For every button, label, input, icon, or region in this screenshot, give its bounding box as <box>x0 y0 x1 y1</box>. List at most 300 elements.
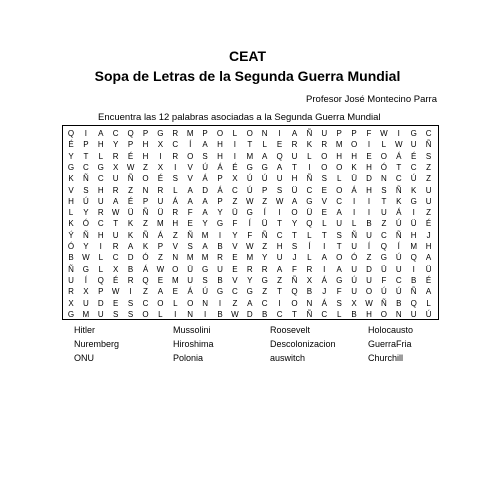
grid-letter: B <box>366 219 372 229</box>
grid-row <box>63 196 438 207</box>
word-item: Hiroshima <box>173 339 214 349</box>
grid-row <box>63 264 438 275</box>
grid-letter: S <box>291 242 298 251</box>
grid-letter: O <box>291 298 298 308</box>
grid-letter: E <box>366 151 372 161</box>
grid-letter: Z <box>128 185 134 195</box>
grid-row <box>63 275 438 286</box>
grid-row <box>63 128 438 139</box>
grid-letter: S <box>187 242 193 251</box>
grid-row <box>63 309 438 320</box>
grid-letter: I <box>367 196 371 206</box>
grid-letter: W <box>156 264 165 274</box>
grid-letter: T <box>292 309 297 319</box>
grid-letter: F <box>232 219 238 229</box>
grid-letter: Z <box>426 208 432 218</box>
grid-letter: F <box>292 264 297 274</box>
grid-letter: S <box>127 309 134 319</box>
grid-letter: Í <box>367 242 371 251</box>
grid-letter: A <box>291 196 298 206</box>
grid-letter: Í <box>397 242 400 251</box>
grid-letter: B <box>351 309 357 319</box>
grid-letter: N <box>381 174 387 184</box>
grid-letter: Z <box>143 219 148 229</box>
grid-letter: U <box>351 264 357 274</box>
grid-letter: R <box>172 208 179 218</box>
grid-letter: A <box>202 140 208 150</box>
word-item: GuerraFria <box>368 339 412 349</box>
grid-letter: G <box>216 219 224 229</box>
grid-letter: C <box>97 174 104 184</box>
grid-letter: P <box>336 129 342 138</box>
grid-letter: A <box>321 253 327 263</box>
grid-letter: R <box>112 151 119 161</box>
grid-letter: B <box>217 275 223 285</box>
grid-letter: O <box>365 287 373 297</box>
grid-letter: P <box>217 196 223 206</box>
grid-letter: B <box>396 298 402 308</box>
grid-letter: Ñ <box>142 230 149 240</box>
grid-letter: Ñ <box>410 287 417 297</box>
grid-letter: C <box>395 275 402 285</box>
grid-letter: L <box>173 298 178 308</box>
grid-letter: N <box>306 298 313 308</box>
grid-letter: I <box>159 151 162 161</box>
grid-letter: U <box>351 242 357 251</box>
grid-letter: X <box>157 162 164 172</box>
grid-letter: K <box>68 219 74 229</box>
grid-letter: L <box>336 309 342 319</box>
grid-letter: Q <box>276 151 283 161</box>
grid-letter: Z <box>426 174 432 184</box>
grid-letter: R <box>112 242 119 251</box>
grid-row <box>63 162 438 173</box>
grid-letter: I <box>174 309 177 319</box>
grid-letter: P <box>217 174 223 184</box>
grid-letter: K <box>127 219 134 229</box>
grid-letter: O <box>172 264 179 274</box>
grid-letter: O <box>321 151 328 161</box>
grid-letter: T <box>247 140 253 150</box>
grid-letter: H <box>97 140 104 150</box>
grid-letter: Á <box>172 196 178 206</box>
grid-letter: A <box>187 185 193 195</box>
grid-letter: S <box>202 275 208 285</box>
grid-letter: W <box>246 196 254 206</box>
grid-letter: B <box>68 253 74 263</box>
grid-letter: R <box>157 185 164 195</box>
grid-letter: P <box>202 129 208 138</box>
grid-letter: F <box>336 287 342 297</box>
grid-letter: C <box>276 309 283 319</box>
grid-letter: Ó <box>350 253 358 263</box>
grid-letter: Ü <box>306 208 313 218</box>
grid-letter: M <box>201 230 209 240</box>
grid-letter: A <box>113 196 119 206</box>
grid-row <box>63 241 438 252</box>
grid-letter: C <box>425 129 432 138</box>
grid-letter: E <box>187 219 193 229</box>
grid-letter: C <box>97 219 104 229</box>
grid-letter: B <box>127 264 134 274</box>
grid-letter: Á <box>217 185 223 195</box>
grid-letter: U <box>410 140 417 150</box>
grid-letter: K <box>396 196 402 206</box>
grid-letter: T <box>381 196 387 206</box>
grid-letter: I <box>412 208 415 218</box>
grid-letter: G <box>410 196 417 206</box>
word-search-grid <box>62 125 439 320</box>
grid-letter: Ú <box>410 174 417 184</box>
grid-letter: E <box>113 298 119 308</box>
grid-letter: O <box>336 253 343 263</box>
grid-letter: Ñ <box>261 230 268 240</box>
grid-letter: É <box>127 196 134 206</box>
grid-letter: Á <box>202 174 208 184</box>
grid-letter: O <box>187 298 194 308</box>
grid-letter: É <box>425 219 432 229</box>
grid-letter: Y <box>291 219 298 229</box>
grid-letter: Ñ <box>127 174 134 184</box>
grid-letter: Ñ <box>306 174 313 184</box>
grid-letter: L <box>98 253 104 263</box>
grid-letter: A <box>425 287 432 297</box>
grid-letter: É <box>425 275 432 285</box>
grid-letter: T <box>83 151 89 161</box>
grid-letter: R <box>172 129 179 138</box>
grid-letter: R <box>321 140 328 150</box>
word-item: ONU <box>74 353 94 363</box>
grid-letter: H <box>366 309 372 319</box>
grid-letter: K <box>351 162 357 172</box>
grid-letter: M <box>157 219 164 229</box>
grid-row <box>63 151 438 162</box>
grid-letter: H <box>336 151 343 161</box>
grid-letter: H <box>276 242 283 251</box>
grid-letter: E <box>157 275 164 285</box>
grid-letter: Z <box>143 287 148 297</box>
grid-letter: O <box>321 162 328 172</box>
grid-letter: D <box>366 174 372 184</box>
grid-letter: I <box>367 208 371 218</box>
grid-letter: G <box>67 162 75 172</box>
grid-row <box>63 207 438 218</box>
grid-letter: Á <box>321 275 327 285</box>
grid-letter: G <box>97 162 104 172</box>
grid-letter: B <box>306 287 313 297</box>
grid-row <box>63 185 438 196</box>
grid-letter: C <box>112 129 119 138</box>
grid-letter: Ó <box>380 162 387 172</box>
grid-letter: Í <box>189 140 192 150</box>
grid-letter: Ñ <box>306 309 313 319</box>
grid-letter: U <box>395 264 402 274</box>
grid-letter: É <box>232 162 238 172</box>
grid-letter: X <box>351 298 357 308</box>
grid-letter: H <box>97 230 104 240</box>
grid-letter: S <box>172 174 178 184</box>
grid-letter: M <box>201 253 209 263</box>
grid-letter: Q <box>410 253 417 263</box>
grid-letter: G <box>82 264 89 274</box>
grid-row <box>63 218 438 229</box>
grid-letter: W <box>275 196 284 206</box>
grid-letter: Q <box>142 275 149 285</box>
grid-letter: Q <box>291 287 298 297</box>
grid-letter: Ñ <box>381 298 387 308</box>
grid-row <box>63 298 438 309</box>
grid-letter: R <box>112 185 119 195</box>
grid-letter: Ñ <box>395 185 402 195</box>
grid-letter: C <box>83 162 89 172</box>
grid-letter: Í <box>84 275 87 285</box>
grid-letter: I <box>233 140 236 150</box>
grid-letter: É <box>127 151 134 161</box>
grid-letter: M <box>186 129 194 138</box>
grid-letter: Ñ <box>68 264 74 274</box>
grid-letter: R <box>261 264 268 274</box>
grid-letter: V <box>232 242 238 251</box>
grid-letter: T <box>277 287 283 297</box>
grid-letter: L <box>98 151 104 161</box>
grid-letter: J <box>322 287 327 297</box>
grid-letter: Z <box>277 275 283 285</box>
grid-letter: Ú <box>351 275 357 285</box>
grid-letter: A <box>157 287 164 297</box>
grid-letter: S <box>381 185 387 195</box>
grid-letter: L <box>232 129 238 138</box>
grid-letter: Y <box>262 253 268 263</box>
grid-letter: O <box>157 298 164 308</box>
grid-letter: Q <box>410 298 417 308</box>
word-item: Nuremberg <box>74 339 120 349</box>
grid-letter: U <box>217 264 223 274</box>
grid-letter: O <box>380 151 387 161</box>
grid-letter: V <box>232 275 238 285</box>
grid-letter: G <box>246 287 253 297</box>
grid-letter: Ó <box>67 242 75 251</box>
grid-letter: P <box>142 196 149 206</box>
grid-letter: Ü <box>261 219 268 229</box>
grid-letter: T <box>292 230 297 240</box>
grid-letter: V <box>187 162 193 172</box>
grid-letter: S <box>202 151 208 161</box>
grid-letter: T <box>277 219 283 229</box>
grid-letter: E <box>232 253 238 263</box>
grid-letter: U <box>83 298 89 308</box>
grid-letter: I <box>352 196 356 206</box>
grid-letter: Ñ <box>291 275 298 285</box>
grid-letter: H <box>172 219 179 229</box>
grid-letter: I <box>397 129 400 138</box>
grid-letter: D <box>246 309 253 319</box>
grid-letter: Ñ <box>83 174 89 184</box>
grid-letter: Á <box>351 185 357 195</box>
grid-letter: C <box>410 162 417 172</box>
grid-letter: Ú <box>83 196 89 206</box>
grid-letter: R <box>291 140 298 150</box>
grid-letter: M <box>246 253 254 263</box>
grid-letter: A <box>98 129 104 138</box>
grid-letter: Y <box>68 151 74 161</box>
grid-letter: H <box>410 230 417 240</box>
grid-letter: G <box>261 275 268 285</box>
grid-letter: Ú <box>395 287 402 297</box>
grid-letter: Z <box>262 287 268 297</box>
grid-letter: B <box>217 309 223 319</box>
grid-letter: Á <box>396 208 402 218</box>
grid-letter: C <box>232 185 238 195</box>
grid-letter: Y <box>232 230 238 240</box>
grid-letter: É <box>68 140 74 150</box>
grid-letter: X <box>83 287 89 297</box>
grid-letter: A <box>336 264 342 274</box>
grid-letter: Ñ <box>425 140 432 150</box>
grid-letter: Y <box>217 208 223 218</box>
grid-letter: I <box>218 298 222 308</box>
grid-letter: U <box>157 196 164 206</box>
grid-letter: É <box>157 174 164 184</box>
grid-letter: L <box>381 140 387 150</box>
grid-letter: Ú <box>246 174 253 184</box>
grid-letter: Q <box>380 242 387 251</box>
grid-letter: T <box>113 219 119 229</box>
grid-letter: O <box>291 208 298 218</box>
grid-letter: G <box>67 309 75 319</box>
grid-letter: P <box>83 140 89 150</box>
grid-letter: R <box>217 253 223 263</box>
grid-letter: S <box>83 185 89 195</box>
grid-letter: I <box>129 287 132 297</box>
grid-letter: V <box>321 196 327 206</box>
grid-letter: U <box>276 174 283 184</box>
grid-letter: A <box>262 151 268 161</box>
grid-letter: D <box>97 298 104 308</box>
grid-letter: O <box>336 162 343 172</box>
grid-letter: U <box>366 275 372 285</box>
grid-letter: Q <box>127 129 134 138</box>
grid-letter: C <box>232 287 238 297</box>
grid-letter: A <box>202 208 208 218</box>
word-list <box>74 325 454 365</box>
grid-letter: Ó <box>142 253 149 263</box>
grid-letter: Ú <box>202 162 208 172</box>
grid-letter: A <box>276 264 283 274</box>
grid-letter: Ü <box>232 208 238 218</box>
grid-letter: D <box>202 185 208 195</box>
word-item: Holocausto <box>368 325 414 335</box>
grid-letter: Ú <box>381 287 387 297</box>
word-item: Polonia <box>173 353 204 363</box>
grid-letter: F <box>187 208 193 218</box>
grid-letter: X <box>68 298 74 308</box>
grid-letter: I <box>278 129 281 138</box>
grid-letter: C <box>276 230 283 240</box>
grid-letter: H <box>366 162 372 172</box>
grid-letter: Á <box>396 151 402 161</box>
grid-letter: I <box>203 309 207 319</box>
grid-row <box>63 173 438 184</box>
grid-letter: Ú <box>261 174 268 184</box>
grid-letter: U <box>351 287 357 297</box>
grid-letter: R <box>172 151 179 161</box>
grid-letter: Ñ <box>187 230 194 240</box>
grid-letter: W <box>82 253 90 263</box>
school-title: CEAT <box>228 48 267 64</box>
grid-letter: Ü <box>351 174 357 184</box>
grid-letter: P <box>127 140 134 150</box>
grid-letter: I <box>352 208 356 218</box>
grid-letter: I <box>278 298 281 308</box>
grid-letter: U <box>410 309 417 319</box>
grid-letter: G <box>157 129 164 138</box>
grid-letter: G <box>201 264 209 274</box>
grid-letter: Á <box>321 298 327 308</box>
grid-letter: Ü <box>381 264 387 274</box>
grid-letter: X <box>306 275 313 285</box>
grid-letter: V <box>68 185 74 195</box>
grid-letter: K <box>411 185 417 195</box>
page-title: Sopa de Letras de la Segunda Guerra Mundial <box>94 68 401 84</box>
grid-letter: A <box>425 253 432 263</box>
grid-letter: U <box>97 309 104 319</box>
grid-letter: Ñ <box>306 129 313 138</box>
grid-letter: A <box>276 162 283 172</box>
grid-letter: Z <box>262 196 268 206</box>
grid-letter: A <box>127 242 134 251</box>
grid-letter: U <box>425 196 432 206</box>
grid-letter: C <box>261 298 268 308</box>
grid-letter: K <box>68 174 74 184</box>
grid-letter: U <box>366 230 372 240</box>
grid-letter: R <box>246 264 253 274</box>
grid-letter: E <box>321 185 327 195</box>
grid-letter: T <box>396 162 402 172</box>
grid-letter: L <box>262 140 267 150</box>
grid-letter: Ü <box>187 264 194 274</box>
grid-letter: M <box>171 275 179 285</box>
grid-letter: Ú <box>395 253 402 263</box>
grid-letter: Y <box>247 275 253 285</box>
grid-letter: Ú <box>246 185 253 195</box>
word-item: Roosevelt <box>270 325 311 335</box>
grid-letter: Ü <box>410 219 417 229</box>
grid-letter: G <box>246 208 253 218</box>
grid-letter: P <box>98 287 104 297</box>
grid-letter: Ú <box>395 219 402 229</box>
grid-letter: C <box>321 309 328 319</box>
grid-letter: Z <box>426 162 432 172</box>
grid-letter: L <box>351 219 357 229</box>
grid-letter: N <box>261 129 268 138</box>
grid-letter: U <box>276 253 283 263</box>
grid-letter: Ý <box>68 230 74 240</box>
grid-letter: U <box>187 275 194 285</box>
grid-letter: Z <box>172 230 178 240</box>
grid-row <box>63 230 438 241</box>
grid-letter: K <box>127 230 134 240</box>
grid-letter: L <box>158 309 163 319</box>
grid-letter: H <box>142 140 149 150</box>
grid-letter: U <box>381 208 387 218</box>
grid-letter: Y <box>113 140 119 150</box>
grid-letter: Í <box>248 219 251 229</box>
grid-letter: W <box>231 309 239 319</box>
grid-letter: H <box>217 151 223 161</box>
grid-letter: L <box>68 208 74 218</box>
grid-letter: Í <box>308 242 311 251</box>
grid-letter: S <box>336 230 342 240</box>
